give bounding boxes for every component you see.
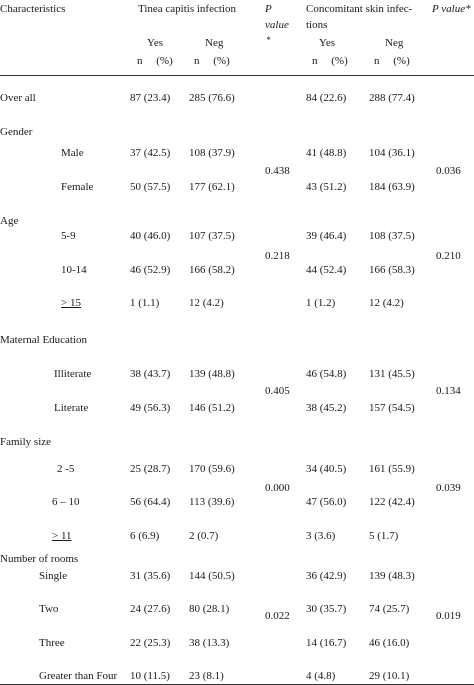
- header-tc-neg-n: n (%): [194, 55, 230, 67]
- cell-tc-neg: 107 (37.5): [189, 230, 235, 242]
- section-label-gender: Gender: [0, 126, 33, 138]
- cell-tc-neg: 108 (37.9): [189, 147, 235, 159]
- cell-tc-yes: 24 (27.6): [130, 603, 171, 615]
- cell-tc-yes: 40 (46.0): [130, 230, 171, 242]
- cell-sk-neg: 104 (36.1): [369, 147, 415, 159]
- cell-tc-yes: 49 (56.3): [130, 402, 171, 414]
- cell-tc-neg: 166 (58.2): [189, 264, 235, 276]
- cell-tc-neg: 23 (8.1): [189, 670, 224, 682]
- header-p-value-1-value: value: [265, 19, 289, 31]
- row-label: > 15: [61, 297, 81, 309]
- row-label: Two: [39, 603, 59, 615]
- cell-tc-yes: 25 (28.7): [130, 463, 171, 475]
- p-value-age-tinea: 0.218: [265, 250, 290, 262]
- cell-tc-neg: 38 (13.3): [189, 637, 230, 649]
- cell-tc-yes: 10 (11.5): [130, 670, 170, 682]
- section-label-age: Age: [0, 215, 19, 227]
- cell-sk-neg: 161 (55.9): [369, 463, 415, 475]
- row-label: 2 -5: [57, 463, 75, 475]
- header-tinea-capitis: Tinea capitis infection: [138, 3, 236, 15]
- p-value-gender-tinea: 0.438: [265, 165, 290, 177]
- row-label: Illiterate: [54, 368, 92, 380]
- cell-sk-neg: 122 (42.4): [369, 496, 415, 508]
- header-concomitant-tions: tions: [306, 19, 328, 31]
- p-value-maternal-skin: 0.134: [436, 385, 461, 397]
- cell-tc-yes: 31 (35.6): [130, 570, 171, 582]
- header-characteristics: Characteristics: [0, 3, 66, 15]
- cell-sk-neg: 74 (25.7): [369, 603, 410, 615]
- row-label: 5-9: [61, 230, 76, 242]
- p-value-rooms-tinea: 0.022: [265, 610, 290, 622]
- cell-tc-yes: 22 (25.3): [130, 637, 171, 649]
- cell-sk-neg: 5 (1.7): [369, 530, 399, 542]
- header-tc-yes-n: n (%): [137, 55, 173, 67]
- row-label: Greater than Four: [39, 670, 118, 682]
- cell-sk-yes: 43 (51.2): [306, 181, 347, 193]
- cell-sk-yes: 84 (22.6): [306, 92, 347, 104]
- cell-sk-yes: 44 (52.4): [306, 264, 347, 276]
- p-value-age-skin: 0.210: [436, 250, 461, 262]
- cell-sk-neg: 157 (54.5): [369, 402, 415, 414]
- p-value-maternal-tinea: 0.405: [265, 385, 290, 397]
- header-p-value-1-star: *: [266, 35, 271, 45]
- header-tc-yes: Yes: [147, 37, 164, 49]
- cell-sk-neg: 12 (4.2): [369, 297, 404, 309]
- cell-tc-neg: 2 (0.7): [189, 530, 219, 542]
- header-sk-neg: Neg: [385, 37, 404, 49]
- section-label-maternal-education: Maternal Education: [0, 334, 88, 346]
- cell-sk-neg: 46 (16.0): [369, 637, 410, 649]
- row-label: Male: [61, 147, 84, 159]
- header-p-value-2: P value*: [432, 3, 471, 15]
- cell-sk-yes: 39 (46.4): [306, 230, 347, 242]
- cell-tc-yes: 38 (43.7): [130, 368, 171, 380]
- cell-tc-yes: 37 (42.5): [130, 147, 171, 159]
- cell-sk-neg: 288 (77.4): [369, 92, 415, 104]
- cell-tc-neg: 113 (39.6): [189, 496, 235, 508]
- cell-tc-yes: 6 (6.9): [130, 530, 160, 542]
- header-p-value-1-p: P: [265, 3, 272, 15]
- header-rule: [0, 75, 474, 76]
- cell-sk-yes: 36 (42.9): [306, 570, 347, 582]
- cell-sk-neg: 131 (45.5): [369, 368, 415, 380]
- cell-tc-neg: 285 (76.6): [189, 92, 235, 104]
- cell-sk-neg: 166 (58.3): [369, 264, 415, 276]
- section-label-number-of-rooms: Number of rooms: [0, 553, 79, 565]
- cell-tc-neg: 144 (50.5): [189, 570, 235, 582]
- cell-tc-neg: 139 (48.8): [189, 368, 235, 380]
- header-sk-yes: Yes: [319, 37, 336, 49]
- cell-tc-neg: 170 (59.6): [189, 463, 235, 475]
- cell-sk-yes: 46 (54.8): [306, 368, 347, 380]
- cell-sk-neg: 184 (63.9): [369, 181, 415, 193]
- cell-tc-yes: 87 (23.4): [130, 92, 171, 104]
- cell-sk-yes: 3 (3.6): [306, 530, 336, 542]
- cell-sk-yes: 30 (35.7): [306, 603, 347, 615]
- row-label: Three: [39, 637, 65, 649]
- header-sk-yes-n: n (%): [312, 55, 348, 67]
- cell-sk-yes: 47 (56.0): [306, 496, 347, 508]
- header-concomitant: Concomitant skin infec-: [306, 3, 413, 15]
- cell-tc-yes: 56 (64.4): [130, 496, 171, 508]
- cell-tc-neg: 146 (51.2): [189, 402, 235, 414]
- row-label: Single: [39, 570, 68, 582]
- row-label: Literate: [54, 402, 89, 414]
- cell-tc-yes: 1 (1.1): [130, 297, 160, 309]
- row-label: 6 – 10: [52, 496, 80, 508]
- row-label: Female: [61, 181, 94, 193]
- cell-sk-yes: 38 (45.2): [306, 402, 347, 414]
- cell-sk-neg: 108 (37.5): [369, 230, 415, 242]
- header-tc-neg: Neg: [205, 37, 224, 49]
- p-value-family-tinea: 0.000: [265, 482, 290, 494]
- header-sk-neg-n: n (%): [374, 55, 410, 67]
- cell-sk-yes: 4 (4.8): [306, 670, 336, 682]
- cell-sk-yes: 34 (40.5): [306, 463, 347, 475]
- p-value-rooms-skin: 0.019: [436, 610, 461, 622]
- row-label: > 11: [52, 530, 72, 542]
- section-label-family-size: Family size: [0, 436, 52, 448]
- cell-tc-neg: 80 (28.1): [189, 603, 230, 615]
- row-label: 10-14: [61, 264, 87, 276]
- cell-sk-neg: 29 (10.1): [369, 670, 410, 682]
- p-value-gender-skin: 0.036: [436, 165, 461, 177]
- cell-sk-yes: 41 (48.8): [306, 147, 347, 159]
- cell-sk-yes: 14 (16.7): [306, 637, 347, 649]
- cell-tc-neg: 177 (62.1): [189, 181, 235, 193]
- cell-sk-neg: 139 (48.3): [369, 570, 415, 582]
- cell-sk-yes: 1 (1.2): [306, 297, 336, 309]
- row-label: Over all: [0, 92, 36, 104]
- cell-tc-yes: 50 (57.5): [130, 181, 171, 193]
- cell-tc-neg: 12 (4.2): [189, 297, 224, 309]
- cell-tc-yes: 46 (52.9): [130, 264, 171, 276]
- p-value-family-skin: 0.039: [436, 482, 461, 494]
